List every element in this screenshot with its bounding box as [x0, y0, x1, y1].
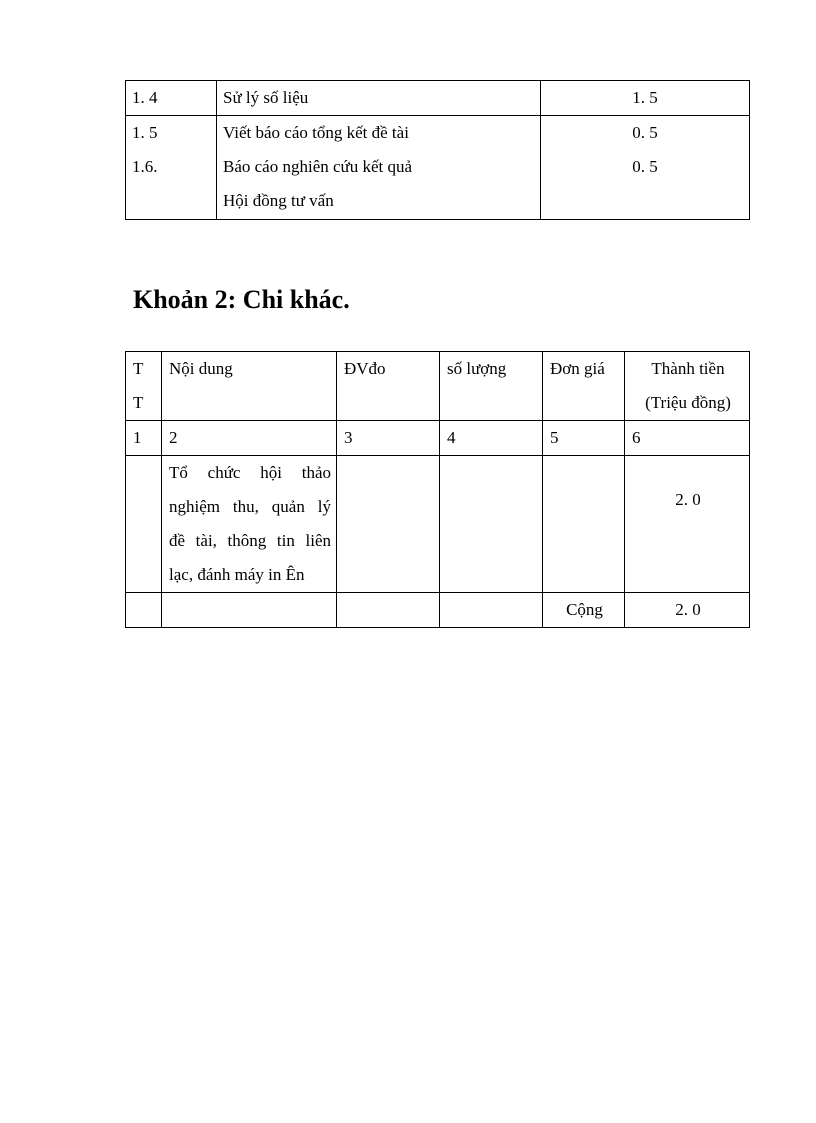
table-row [126, 456, 750, 593]
table-header-row [126, 352, 750, 421]
index-value: 1 [133, 428, 142, 447]
index-cell [337, 421, 440, 456]
sum-label-cell [543, 593, 625, 628]
row-content: Hội đồng tư vấn [223, 191, 334, 210]
item-content-line: đề tài, thông tin liên [169, 531, 331, 550]
index-cell [162, 421, 337, 456]
sum-label: Cộng [566, 600, 603, 619]
header-tt-line: T [133, 359, 144, 378]
index-value: 3 [344, 428, 353, 447]
table-cell-content [217, 116, 541, 220]
item-content [162, 456, 337, 593]
item-unit-price [543, 456, 625, 593]
section-heading: Khoản 2: Chi khác. [133, 285, 350, 314]
item-content-line: lạc, đánh máy in Ên [169, 565, 305, 584]
index-value: 5 [550, 428, 559, 447]
row-value: 0. 5 [632, 157, 658, 176]
row-number: 1. 5 [132, 123, 158, 142]
header-total-line: (Triệu đồng) [645, 393, 731, 412]
item-total-value: 2. 0 [675, 490, 701, 509]
sum-row [126, 593, 750, 628]
header-unit-price-label: Đơn giá [550, 359, 605, 378]
header-total-line: Thành tiền [651, 359, 725, 378]
header-content [162, 352, 337, 421]
index-cell [625, 421, 750, 456]
sum-total: 2. 0 [675, 600, 701, 619]
sum-empty-cell [126, 593, 162, 628]
sum-empty-cell [337, 593, 440, 628]
index-value: 6 [632, 428, 641, 447]
row-content: Sử lý số liệu [223, 88, 309, 107]
table-cell-content [217, 81, 541, 116]
table-row [126, 81, 750, 116]
header-quantity [440, 352, 543, 421]
header-tt [126, 352, 162, 421]
table-row [126, 116, 750, 220]
header-unit-label: ĐVđo [344, 359, 386, 378]
header-unit [337, 352, 440, 421]
item-total [625, 456, 750, 593]
item-unit [337, 456, 440, 593]
item-tt [126, 456, 162, 593]
other-costs-table [125, 351, 750, 628]
index-value: 4 [447, 428, 456, 447]
index-value: 2 [169, 428, 178, 447]
table-cell-number [126, 116, 217, 220]
row-number: 1. 4 [132, 88, 158, 107]
sum-total-cell [625, 593, 750, 628]
header-tt-line: T [133, 393, 144, 412]
header-total [625, 352, 750, 421]
row-content: Viết báo cáo tổng kết đề tài [223, 123, 409, 142]
index-cell [440, 421, 543, 456]
item-content-line: nghiệm thu, quản lý [169, 497, 331, 516]
row-value: 0. 5 [632, 123, 658, 142]
row-value: 1. 5 [632, 88, 658, 107]
table-cell-value [541, 81, 750, 116]
item-quantity [440, 456, 543, 593]
index-row [126, 421, 750, 456]
header-content-label: Nội dung [169, 359, 233, 378]
table-cell-number [126, 81, 217, 116]
header-unit-price [543, 352, 625, 421]
index-cell [126, 421, 162, 456]
row-content: Báo cáo nghiên cứu kết quả [223, 157, 413, 176]
header-quantity-label: số lượng [447, 359, 507, 378]
sum-empty-cell [440, 593, 543, 628]
sum-empty-cell [162, 593, 337, 628]
budget-table-top [125, 80, 750, 220]
index-cell [543, 421, 625, 456]
row-number: 1.6. [132, 157, 158, 176]
table-cell-value [541, 116, 750, 220]
item-content-line: Tổ chức hội thảo [169, 463, 331, 482]
